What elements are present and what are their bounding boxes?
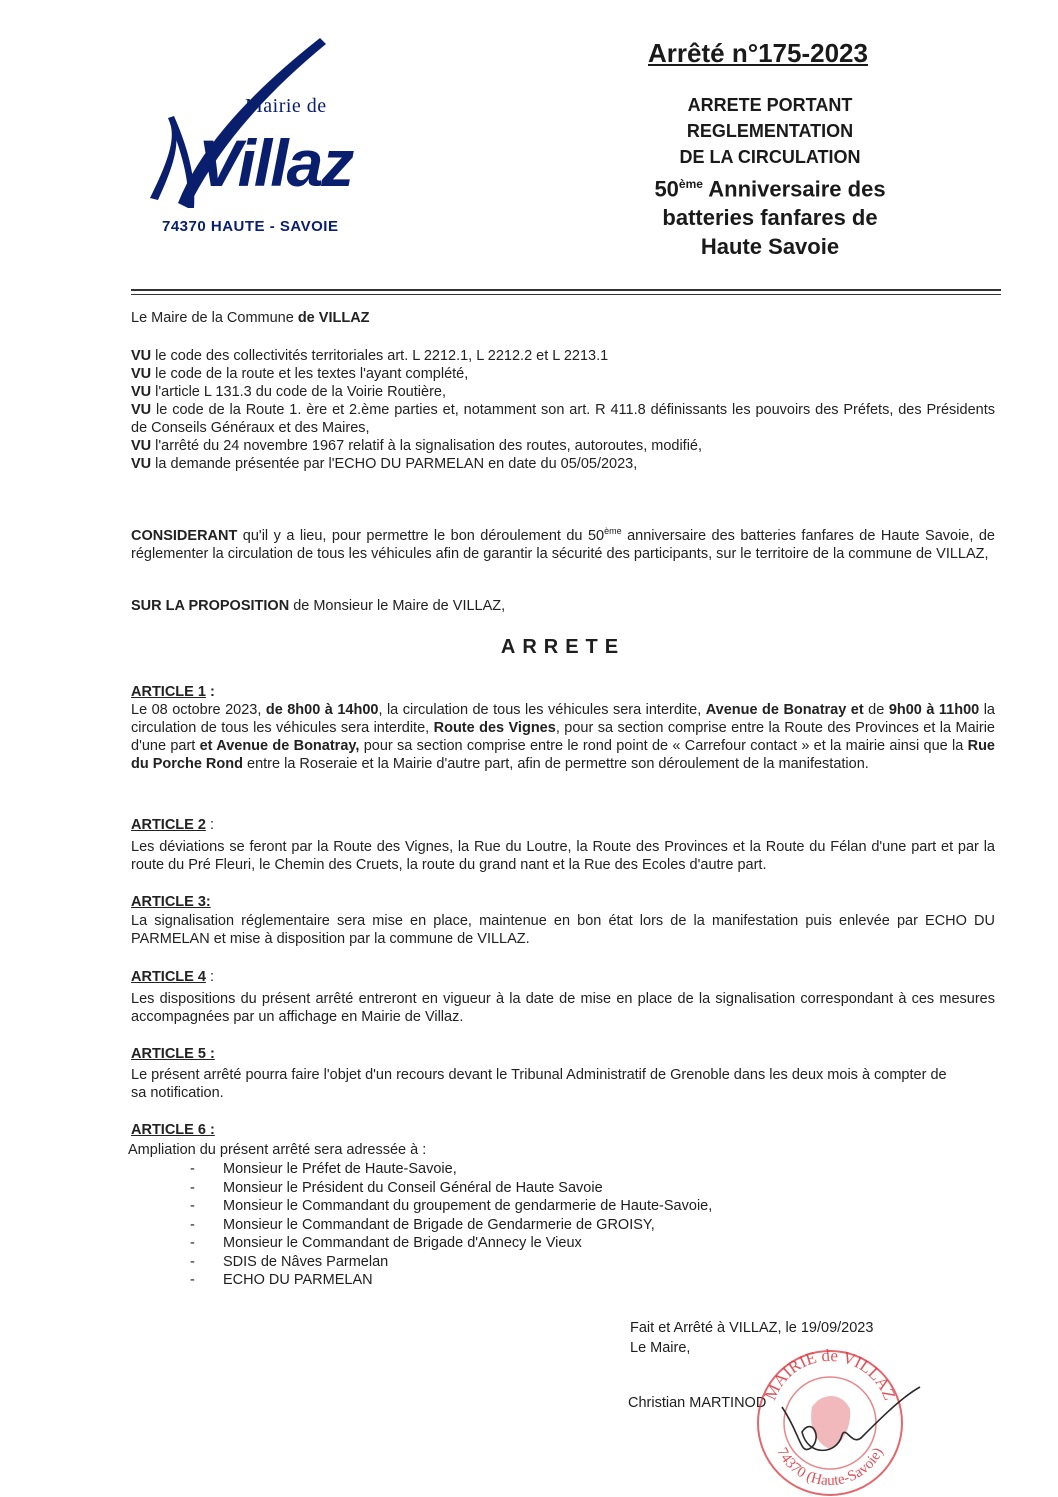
list-item (190, 1254, 712, 1273)
a1-bold: Avenue de Bonatray et (705, 702, 864, 718)
arrete-heading: ARRETE (500, 636, 626, 658)
list-item (190, 1180, 712, 1199)
title-line-6: Haute Savoie (700, 234, 840, 260)
article-5-title (131, 1045, 995, 1063)
vu-label: VU (131, 438, 152, 454)
intro-line (131, 309, 995, 327)
a1-bold: de 8h00 à 14h00 (265, 702, 379, 718)
list-dash: - (190, 1235, 195, 1251)
article-3-label: ARTICLE 3: (131, 894, 211, 910)
article-2-label: ARTICLE 2 (131, 817, 206, 833)
vu-item (131, 401, 995, 437)
recipient: Monsieur le Président du Conseil Général de Haute Savoie (223, 1179, 603, 1196)
vu-item (131, 383, 995, 401)
vu-text: l'arrêté du 24 novembre 1967 relatif à la signalisation des routes, autoroutes, modifié, (151, 438, 703, 454)
vu-item (131, 455, 995, 473)
logo-mairie-de: Mairie de (245, 95, 327, 117)
vu-list (131, 347, 995, 473)
title-line-4 (600, 170, 940, 203)
a1-text: entre la Roseraie et la Mairie d'autre part, afin de permettre son déroulement de la manifestation. (242, 756, 869, 772)
article-6-title (131, 1121, 995, 1139)
vu-text: la demande présentée par l'ECHO DU PARMELAN en date du 05/05/2023, (151, 456, 638, 472)
article-4-label: ARTICLE 4 (131, 969, 206, 985)
a1-text: la circulation de tous les véhicules sera interdite, (131, 702, 995, 736)
intro-commune: de VILLAZ (297, 310, 370, 326)
list-item (190, 1272, 712, 1291)
article-1-title (131, 683, 995, 701)
recipient: Monsieur le Commandant de Brigade de Gendarmerie de GROISY, (223, 1216, 655, 1233)
vu-label: VU (131, 366, 152, 382)
recipient: ECHO DU PARMELAN (223, 1272, 373, 1288)
recipients-list (190, 1161, 712, 1291)
article-4-title (131, 968, 995, 986)
vu-text: le code de la Route 1. ère et 2.ème parties et, notamment son art. R 411.8 définissants les pouvoirs des Préfets, des Présidents de Conseils Généraux et des Maires, (131, 402, 995, 436)
recipient: SDIS de Nâves Parmelan (223, 1253, 389, 1270)
intro-prefix: Le Maire de la Commune (131, 310, 298, 326)
article-5-label: ARTICLE 5 : (131, 1046, 215, 1062)
list-item (190, 1198, 712, 1217)
title-sup: ème (678, 177, 703, 191)
a1-text: Le 08 octobre 2023, (131, 702, 266, 718)
mayor-name: Christian MARTINOD (628, 1395, 767, 1411)
header-rule (131, 289, 1001, 291)
vu-item (131, 365, 995, 383)
a1-text: , la circulation de tous les véhicules sera interdite, (378, 702, 706, 718)
list-item (190, 1235, 712, 1254)
a1-text: de (863, 702, 889, 718)
a1-text: pour sa section comprise entre le rond point de « Carrefour contact » et la mairie ainsi que la (359, 738, 968, 754)
logo-villaz: Villaz (198, 126, 353, 200)
vu-text: l'article L 131.3 du code de la Voirie Routière, (151, 384, 446, 400)
mairie-stamp-icon (742, 1337, 922, 1497)
list-item (190, 1217, 712, 1236)
article-4-colon: : (205, 969, 214, 985)
title-line-3: DE LA CIRCULATION (679, 147, 861, 167)
a1-bold: Route des Vignes (433, 720, 556, 736)
title-line-5: batteries fanfares de (662, 205, 878, 231)
stamp-top-text: MAIRIE de VILLAZ (760, 1345, 900, 1403)
a1-bold: 9h00 à 11h00 (888, 702, 980, 718)
article-3-text: La signalisation réglementaire sera mise en place, maintenue en bon état lors de la manifestation puis enlevée par ECHO DU PARMELAN et mise à disposition par la commune de VILLAZ. (131, 913, 995, 947)
recipient: Monsieur le Commandant de Brigade d'Annecy le Vieux (223, 1235, 582, 1251)
article-1-text (131, 701, 995, 773)
done-at: Fait et Arrêté à VILLAZ, le 19/09/2023 (630, 1320, 874, 1336)
vu-item (131, 347, 995, 365)
vu-label: VU (131, 456, 152, 472)
proposition-text: de Monsieur le Maire de VILLAZ, (289, 598, 506, 614)
a1-bold: Rue du Porche Rond (131, 738, 995, 772)
list-dash: - (190, 1161, 195, 1177)
proposition-line (131, 597, 995, 615)
vu-label: VU (131, 348, 152, 364)
title-line-1: ARRETE PORTANT (687, 95, 853, 115)
article-1-label: ARTICLE 1 (131, 684, 206, 700)
list-dash: - (190, 1272, 195, 1288)
vu-text: le code de la route et les textes l'ayant complété, (151, 366, 469, 382)
article-1-colon: : (205, 684, 215, 700)
vu-item (131, 437, 995, 455)
article-6-text: Ampliation du présent arrêté sera adressée à : (128, 1142, 427, 1158)
logo-address: 74370 HAUTE - SAVOIE (162, 218, 339, 235)
stamp-bottom-text: 74370 (Haute-Savoie) (773, 1445, 887, 1490)
signature-role: Le Maire, (630, 1340, 691, 1356)
list-dash: - (190, 1216, 195, 1233)
article-2-colon: : (205, 817, 214, 833)
title-number: 50 (654, 176, 679, 202)
document-title (600, 92, 940, 261)
arrete-number: Arrêté n°175-2023 (648, 38, 868, 68)
list-dash: - (190, 1179, 195, 1196)
vu-label: VU (131, 402, 152, 418)
considerant-text-b: anniversaire des batteries fanfares de Haute Savoie, de réglementer la circulation de tous les véhicules afin de garantir la sécurité des participants, sur le territoire de la commune de VILLAZ, (131, 527, 995, 562)
list-dash: - (190, 1198, 195, 1214)
article-4-text: Les dispositions du présent arrêté entreront en vigueur à la date de mise en place de la signalisation correspondant à ces mesures accompagnées par un affichage en Mairie de Villaz. (131, 991, 995, 1025)
considerant-sup: ème (604, 526, 622, 536)
vu-label: VU (131, 384, 152, 400)
list-dash: - (190, 1253, 195, 1270)
title-anniversary: Anniversaire des (702, 176, 886, 202)
a1-text: , pour sa section comprise entre la Route des Provinces et la Mairie d'une part (131, 720, 995, 754)
a1-bold: et Avenue de Bonatray, (199, 738, 360, 754)
considerant-text-a: qu'il y a lieu, pour permettre le bon déroulement du 50 (237, 527, 605, 544)
header-rule-thin (131, 294, 1001, 295)
article-6-label: ARTICLE 6 : (131, 1122, 215, 1138)
title-line-2: REGLEMENTATION (686, 121, 854, 141)
article-3-title (131, 893, 995, 911)
article-5-text: Le présent arrêté pourra faire l'objet d'un recours devant le Tribunal Administratif de Grenoble dans les deux mois à compter de sa notification. (131, 1067, 947, 1101)
svg-text:MAIRIE de VILLAZ (761, 1346, 900, 1403)
list-item (190, 1161, 712, 1180)
considerant-label: CONSIDERANT (131, 527, 238, 544)
proposition-label: SUR LA PROPOSITION (131, 598, 290, 614)
recipient: Monsieur le Commandant du groupement de gendarmerie de Haute-Savoie, (223, 1198, 713, 1214)
article-2-text: Les déviations se feront par la Route des Vignes, la Rue du Loutre, la Route des Provinces et la Route du Félan d'une part et par la route du Pré Fleuri, le Chemin des Cruets, la route du grand nant et la Rue des Ecoles d'autre part. (131, 839, 995, 873)
vu-text: le code des collectivités territoriales art. L 2212.1, L 2212.2 et L 2213.1 (151, 348, 609, 364)
article-2-title (131, 816, 995, 834)
considerant-paragraph (131, 522, 995, 563)
recipient: Monsieur le Préfet de Haute-Savoie, (223, 1161, 457, 1177)
